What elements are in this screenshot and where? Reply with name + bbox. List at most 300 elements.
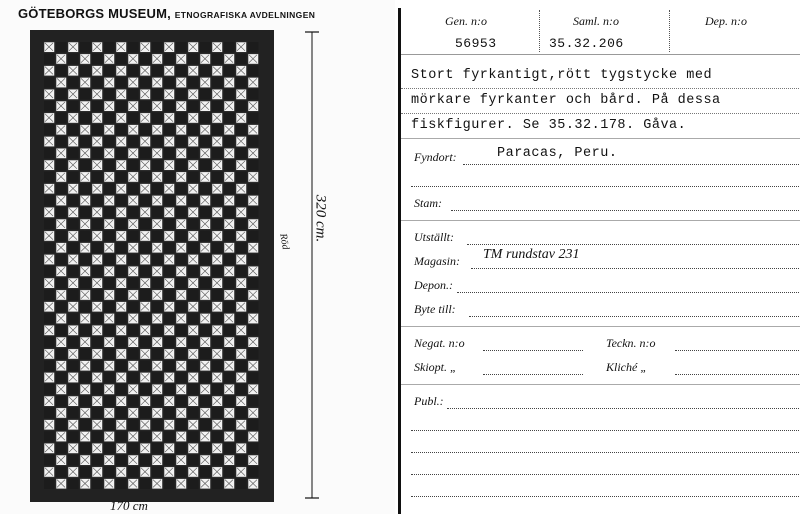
textile-square (224, 467, 235, 477)
teckn-line (675, 350, 799, 351)
textile-square (116, 479, 127, 489)
textile-square (56, 184, 67, 194)
textile-square (152, 160, 163, 170)
textile-square (152, 66, 163, 76)
textile-square (140, 77, 151, 87)
textile-square (152, 184, 163, 194)
textile-square (200, 113, 211, 123)
textile-square (56, 66, 67, 76)
publ-label: Publ.: (414, 394, 444, 408)
textile-square (92, 290, 103, 300)
textile-square (68, 77, 79, 87)
textile-square (92, 431, 103, 441)
textile-square (104, 278, 115, 288)
textile-square (92, 384, 103, 394)
byte-label: Byte till: (414, 302, 456, 316)
textile-square (152, 467, 163, 477)
textile-square (236, 479, 247, 489)
textile-square (164, 408, 175, 418)
textile-square (236, 125, 247, 135)
textile-square (56, 136, 67, 146)
textile-square (188, 219, 199, 229)
textile-square (44, 313, 55, 323)
textile-square (68, 479, 79, 489)
textile-square (104, 254, 115, 264)
textile-square (44, 431, 55, 441)
textile-square (140, 290, 151, 300)
textile-square (68, 243, 79, 253)
textile-square (80, 89, 91, 99)
textile-square (164, 54, 175, 64)
textile-square (128, 420, 139, 430)
textile-square (176, 42, 187, 52)
textile-square (104, 136, 115, 146)
textile-square (140, 172, 151, 182)
textile-square (200, 66, 211, 76)
textile-square (140, 431, 151, 441)
textile-square (152, 349, 163, 359)
textile-square (140, 337, 151, 347)
number-header (401, 8, 800, 55)
textile-square (164, 384, 175, 394)
textile-square (128, 325, 139, 335)
textile-square (224, 349, 235, 359)
textile-square (248, 160, 259, 170)
textile-square (164, 266, 175, 276)
textile-square (212, 455, 223, 465)
negat-label: Negat. n:o (414, 336, 465, 350)
textile-square (128, 349, 139, 359)
textile-square (68, 148, 79, 158)
textile-square (188, 243, 199, 253)
textile-square (80, 66, 91, 76)
textile-square (80, 325, 91, 335)
textile-square (68, 219, 79, 229)
textile-square (236, 290, 247, 300)
textile-square (200, 160, 211, 170)
description-line-2: mörkare fyrkanter och bård. På dessa (411, 93, 721, 108)
textile-square (200, 184, 211, 194)
textile-square (68, 455, 79, 465)
textile-square (104, 302, 115, 312)
textile-square (164, 77, 175, 87)
textile-square (200, 467, 211, 477)
textile-square (224, 136, 235, 146)
textile-square (128, 184, 139, 194)
textile-square (92, 266, 103, 276)
fyndort-line (463, 164, 799, 165)
textile-square (80, 396, 91, 406)
textile-square (188, 266, 199, 276)
textile-square (68, 313, 79, 323)
textile-square (128, 231, 139, 241)
blank-line (411, 430, 799, 431)
textile-square (176, 443, 187, 453)
textile-square (92, 455, 103, 465)
textile-square (200, 396, 211, 406)
section-divider (401, 220, 800, 221)
textile-square (128, 113, 139, 123)
textile-square (212, 266, 223, 276)
textile-square (200, 136, 211, 146)
textile-square (44, 219, 55, 229)
textile-square (236, 361, 247, 371)
textile-square (92, 219, 103, 229)
skiopt-label: Skiopt. „ (414, 360, 457, 374)
textile-square (200, 372, 211, 382)
textile-square (248, 278, 259, 288)
textile-square (176, 349, 187, 359)
textile-square (152, 136, 163, 146)
textile-square (224, 231, 235, 241)
textile-square (44, 243, 55, 253)
textile-square (80, 372, 91, 382)
textile-square (236, 148, 247, 158)
textile-square (176, 254, 187, 264)
textile-square (224, 420, 235, 430)
textile-square (200, 42, 211, 52)
textile-square (164, 148, 175, 158)
textile-square (116, 431, 127, 441)
textile-square (236, 172, 247, 182)
textile-square (248, 89, 259, 99)
textile-square (224, 372, 235, 382)
textile-square (140, 243, 151, 253)
skiopt-line (483, 374, 583, 375)
textile-square (44, 384, 55, 394)
textile-square (80, 136, 91, 146)
textile-square (140, 125, 151, 135)
textile-square (152, 207, 163, 217)
textile-square (248, 42, 259, 52)
textile-square (236, 431, 247, 441)
textile-square (236, 195, 247, 205)
stam-line (451, 210, 799, 211)
textile-square (56, 160, 67, 170)
textile-square (104, 396, 115, 406)
textile-square (116, 125, 127, 135)
textile-square (224, 278, 235, 288)
textile-square (80, 443, 91, 453)
byte-line (469, 316, 799, 317)
textile-square (212, 361, 223, 371)
textile-square (128, 372, 139, 382)
textile-square (92, 148, 103, 158)
textile-square (104, 42, 115, 52)
textile-square (56, 396, 67, 406)
textile-square (80, 207, 91, 217)
textile-square (104, 372, 115, 382)
depon-line (457, 292, 799, 293)
textile-square (188, 172, 199, 182)
blank-line (411, 452, 799, 453)
textile-square (200, 278, 211, 288)
textile-square (140, 266, 151, 276)
textile-square (80, 113, 91, 123)
textile-square (164, 125, 175, 135)
saml-number: 35.32.206 (549, 36, 624, 51)
textile-square (104, 66, 115, 76)
fyndort-label: Fyndort: (414, 150, 457, 164)
textile-square (224, 254, 235, 264)
textile-square (68, 361, 79, 371)
textile-square (164, 361, 175, 371)
textile-square (140, 313, 151, 323)
textile-square (224, 66, 235, 76)
textile-square (128, 396, 139, 406)
textile-square (68, 431, 79, 441)
textile-square (200, 349, 211, 359)
textile-square (56, 42, 67, 52)
textile-square (212, 195, 223, 205)
textile-square (44, 77, 55, 87)
textile-square (188, 148, 199, 158)
textile-square (104, 443, 115, 453)
textile-square (188, 337, 199, 347)
textile-square (176, 160, 187, 170)
textile-square (104, 349, 115, 359)
kliche-label: Kliché „ (606, 360, 647, 374)
textile-square (248, 302, 259, 312)
blank-line (411, 496, 799, 497)
textile-square (224, 302, 235, 312)
textile-square (236, 54, 247, 64)
textile-square (140, 54, 151, 64)
textile-square (116, 219, 127, 229)
textile-square (236, 384, 247, 394)
side-note: Röd (277, 232, 291, 251)
textile-square (212, 290, 223, 300)
height-label: 320 cm. (312, 194, 329, 243)
textile-square (56, 349, 67, 359)
textile-square (68, 101, 79, 111)
textile-square (116, 455, 127, 465)
textile-square (68, 408, 79, 418)
textile-square (44, 125, 55, 135)
textile-square (80, 349, 91, 359)
textile-square (224, 207, 235, 217)
textile-square (116, 384, 127, 394)
textile-square (56, 231, 67, 241)
textile-square (212, 408, 223, 418)
textile-square (176, 420, 187, 430)
textile-square (92, 243, 103, 253)
textile-square (104, 160, 115, 170)
textile-square (152, 325, 163, 335)
textile-square (188, 54, 199, 64)
textile-square (140, 408, 151, 418)
textile-square (224, 160, 235, 170)
textile-square (92, 77, 103, 87)
textile-square (212, 54, 223, 64)
textile-square (56, 420, 67, 430)
textile-square (248, 254, 259, 264)
textile-square (56, 89, 67, 99)
textile-square (152, 443, 163, 453)
textile-square (92, 195, 103, 205)
textile-square (224, 113, 235, 123)
textile-square (188, 408, 199, 418)
textile-square (212, 219, 223, 229)
textile-square (200, 420, 211, 430)
textile-square (248, 136, 259, 146)
textile-square (176, 467, 187, 477)
textile-square (104, 207, 115, 217)
textile-square (104, 89, 115, 99)
section-divider (401, 384, 800, 385)
textile-square (92, 337, 103, 347)
textile-drawing (30, 30, 274, 502)
textile-square (176, 302, 187, 312)
textile-square (68, 172, 79, 182)
textile-square (236, 219, 247, 229)
column-divider (539, 10, 540, 52)
magasin-value: TM rundstav 231 (483, 247, 580, 262)
textile-square (140, 455, 151, 465)
textile-square (92, 54, 103, 64)
textile-square (80, 160, 91, 170)
textile-square (212, 479, 223, 489)
textile-square (116, 195, 127, 205)
textile-square (164, 455, 175, 465)
textile-square (224, 42, 235, 52)
textile-square (164, 172, 175, 182)
textile-square (44, 195, 55, 205)
textile-square (224, 184, 235, 194)
textile-square (104, 420, 115, 430)
textile-square (92, 479, 103, 489)
textile-square (200, 302, 211, 312)
negat-line (483, 350, 583, 351)
textile-square (236, 337, 247, 347)
textile-square (164, 479, 175, 489)
textile-square (104, 113, 115, 123)
textile-square (248, 467, 259, 477)
textile-square (212, 313, 223, 323)
section-divider (401, 326, 800, 327)
textile-square (248, 420, 259, 430)
textile-square (188, 77, 199, 87)
textile-square (116, 337, 127, 347)
textile-square (188, 290, 199, 300)
rule (401, 88, 800, 89)
textile-square (116, 77, 127, 87)
textile-square (68, 337, 79, 347)
textile-square (56, 325, 67, 335)
textile-square (128, 66, 139, 76)
textile-square (152, 231, 163, 241)
textile-square (236, 77, 247, 87)
textile-square (152, 372, 163, 382)
textile-square (116, 361, 127, 371)
museum-header (18, 6, 315, 21)
textile-square (188, 313, 199, 323)
blank-line (411, 474, 799, 475)
textile-square (92, 101, 103, 111)
textile-square (236, 408, 247, 418)
textile-square (176, 372, 187, 382)
textile-square (248, 396, 259, 406)
textile-square (176, 113, 187, 123)
textile-square (212, 337, 223, 347)
drawing-panel (0, 0, 395, 514)
textile-square (212, 77, 223, 87)
textile-square (248, 184, 259, 194)
magasin-label: Magasin: (414, 254, 460, 268)
textile-square (116, 266, 127, 276)
textile-square (248, 231, 259, 241)
stam-label: Stam: (414, 196, 442, 210)
textile-square (236, 101, 247, 111)
textile-square (128, 278, 139, 288)
description-line-3: fiskfigurer. Se 35.32.178. Gåva. (411, 118, 687, 133)
textile-square (44, 361, 55, 371)
textile-square (56, 278, 67, 288)
textile-square (128, 207, 139, 217)
textile-square (44, 479, 55, 489)
textile-square (176, 136, 187, 146)
textile-square (200, 89, 211, 99)
textile-square (176, 184, 187, 194)
textile-square (140, 361, 151, 371)
textile-square (116, 101, 127, 111)
textile-square (224, 396, 235, 406)
description-line-1: Stort fyrkantigt,rött tygstycke med (411, 68, 713, 83)
utstallt-line (467, 244, 799, 245)
textile-square (68, 54, 79, 64)
textile-square (176, 89, 187, 99)
textile-square (224, 325, 235, 335)
textile-square (128, 443, 139, 453)
textile-square (44, 455, 55, 465)
textile-square (44, 408, 55, 418)
textile-square (212, 101, 223, 111)
textile-square (92, 172, 103, 182)
textile-square (236, 243, 247, 253)
textile-square (104, 231, 115, 241)
fyndort-value: Paracas, Peru. (497, 146, 618, 161)
textile-square (80, 420, 91, 430)
textile-square (44, 148, 55, 158)
textile-square (188, 384, 199, 394)
textile-square (248, 349, 259, 359)
magasin-line (471, 268, 799, 269)
textile-square (188, 361, 199, 371)
textile-square (236, 455, 247, 465)
textile-square (200, 325, 211, 335)
textile-square (200, 443, 211, 453)
textile-square (68, 384, 79, 394)
textile-square (56, 372, 67, 382)
blank-line (411, 186, 799, 187)
textile-square (104, 184, 115, 194)
textile-square (56, 254, 67, 264)
textile-square (152, 302, 163, 312)
textile-square (56, 113, 67, 123)
textile-square (248, 325, 259, 335)
textile-square (248, 443, 259, 453)
textile-square (200, 207, 211, 217)
publ-line (447, 408, 799, 409)
textile-square (116, 148, 127, 158)
textile-square (56, 443, 67, 453)
textile-square (236, 266, 247, 276)
textile-square (164, 290, 175, 300)
textile-square (152, 42, 163, 52)
textile-square (104, 467, 115, 477)
textile-square (44, 290, 55, 300)
textile-square (80, 278, 91, 288)
